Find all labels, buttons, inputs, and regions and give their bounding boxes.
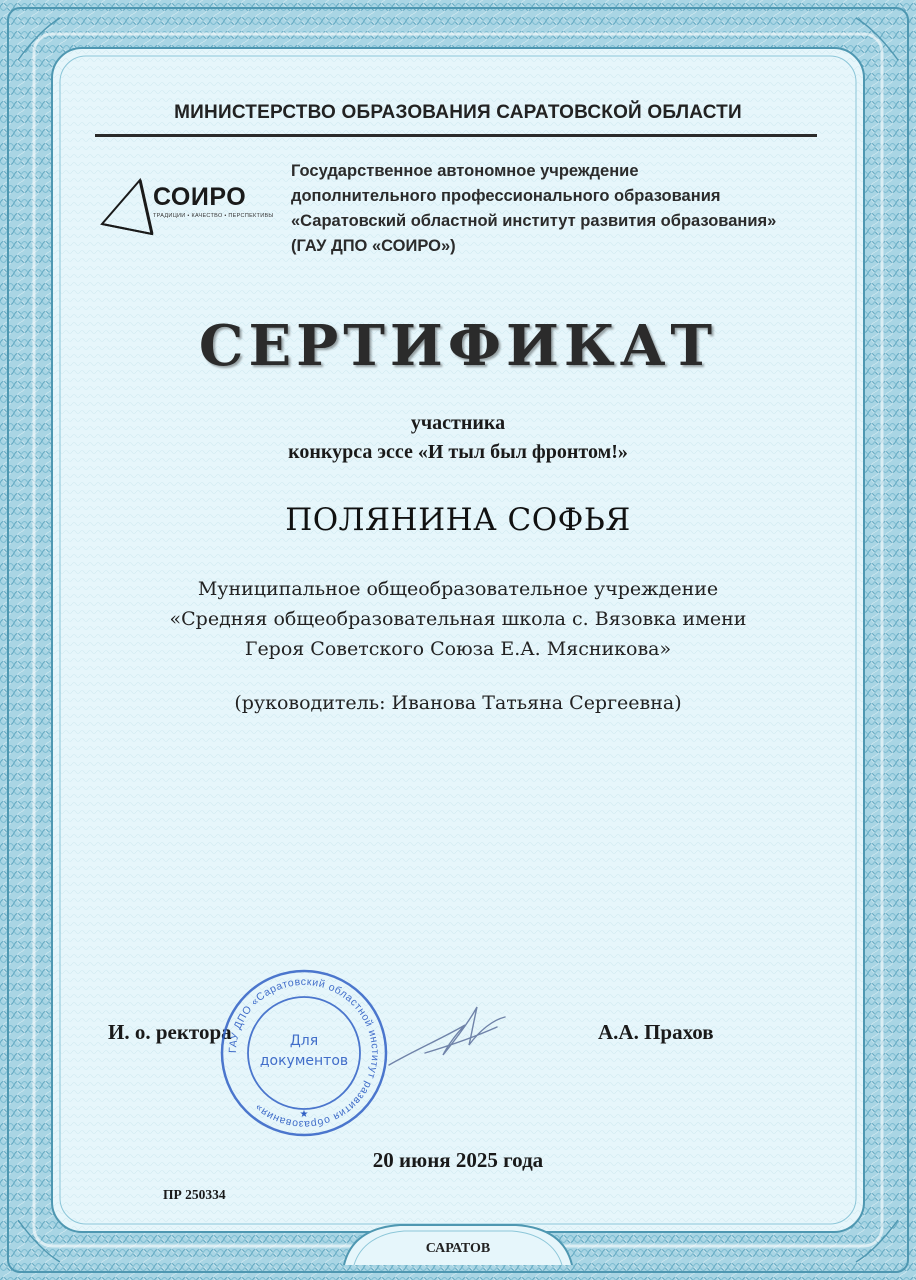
subtitle-participant: участника <box>410 412 506 434</box>
issue-date: 20 июня 2025 года <box>372 1148 544 1172</box>
city-label: САРАТОВ <box>425 1241 491 1256</box>
logo-name: СОИРО <box>153 183 247 211</box>
svg-text:документов: документов <box>259 1053 349 1069</box>
recipient-name: ПОЛЯНИНА СОФЬЯ <box>285 502 631 538</box>
institution-line-2: дополнительного профессионального образования <box>291 187 721 205</box>
school-line-3: Героя Советского Союза Е.А. Мясникова» <box>244 638 672 660</box>
institution-line-3: «Саратовский областной институт развития образования» <box>291 212 777 230</box>
subtitle-contest: конкурса эссе «И тыл был фронтом!» <box>288 441 628 463</box>
supervisor-line: (руководитель: Иванова Татьяна Сергеевна) <box>234 692 682 714</box>
institution-line-1: Государственное автономное учреждение <box>291 162 639 180</box>
school-line-2: «Средняя общеобразовательная школа с. Вязовка имени <box>169 608 747 630</box>
logo-tagline: ТРАДИЦИИ • КАЧЕСТВО • ПЕРСПЕКТИВЫ <box>153 213 274 219</box>
svg-text:★: ★ <box>299 1109 309 1120</box>
ministry-header: МИНИСТЕРСТВО ОБРАЗОВАНИЯ САРАТОВСКОЙ ОБЛАСТИ <box>174 102 742 123</box>
svg-text:ГАУ ДПО «Саратовский областной: ГАУ ДПО «Саратовский областной институт развития образования» <box>226 975 382 1131</box>
institution-line-4: (ГАУ ДПО «СОИРО») <box>291 237 456 255</box>
certificate-title: СЕРТИФИКАТ <box>198 313 718 379</box>
rector-signature <box>385 995 510 1080</box>
seal-stamp <box>218 967 390 1139</box>
certificate-number: ПР 250334 <box>163 1187 226 1202</box>
signatory-name: А.А. Прахов <box>598 1020 714 1044</box>
header-divider <box>95 134 817 137</box>
school-line-1: Муниципальное общеобразовательное учреждение <box>197 578 719 600</box>
signatory-position: И. о. ректора <box>108 1020 232 1044</box>
svg-text:Для: Для <box>289 1033 319 1049</box>
